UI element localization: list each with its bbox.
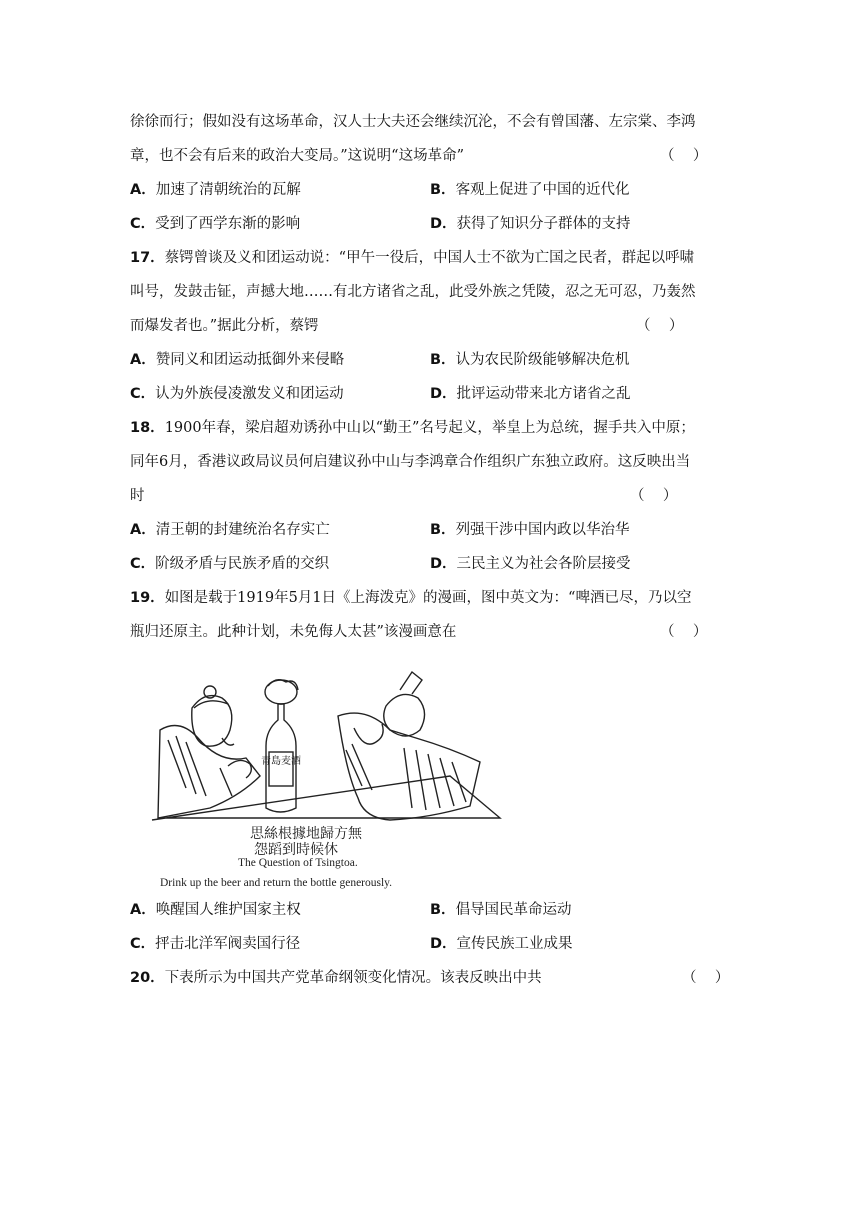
q16-answer-blank: （ ） [660, 148, 708, 164]
q18-stem-line-1: 18．1900年春，梁启超劝诱孙中山以“勤王”名号起义，举皇上为总统，握手共入中原； [130, 420, 695, 436]
q18-number: 18． [130, 420, 165, 436]
q20-number: 20． [130, 970, 165, 986]
cartoon-chinese-caption-1: 思絲根據地歸方無 [250, 826, 362, 842]
q16-option-d[interactable]: D．获得了知识分子群体的支持 [430, 216, 631, 232]
q19-option-a[interactable]: A．唤醒国人维护国家主权 [130, 902, 301, 918]
q16-option-c[interactable]: C．受到了西学东渐的影响 [130, 216, 301, 232]
q18-answer-blank: （ ） [630, 488, 678, 504]
q17-number: 17． [130, 250, 165, 266]
q16-stem-line-1: 徐徐而行；假如没有这场革命，汉人士大夫还会继续沉沦，不会有曾国藩、左宗棠、李鸿 [130, 114, 696, 130]
q17-stem-line-3: 而爆发者也。”据此分析，蔡锷 [130, 318, 319, 334]
q17-option-b[interactable]: B．认为农民阶级能够解决危机 [430, 352, 630, 368]
q17-stem-line-1: 17．蔡锷曾谈及义和团运动说：“甲午一役后，中国人士不欲为亡国之民者，群起以呼啸 [130, 250, 695, 266]
cartoon-english-caption-2: Drink up the beer and return the bottle generously. [160, 877, 393, 889]
q17-option-d[interactable]: D．批评运动带来北方诸省之乱 [430, 386, 631, 402]
cartoon-english-caption-1: The Question of Tsingtoa. [238, 857, 358, 869]
q19-option-b[interactable]: B．倡导国民革命运动 [430, 902, 572, 918]
q18-stem-line-3: 时 [130, 488, 145, 504]
q19-stem-line-1: 19．如图是载于1919年5月1日《上海泼克》的漫画，图中英文为：“啤酒已尽，乃以空 [130, 590, 692, 606]
bottle-label-top: 青島麦酒 [261, 756, 301, 767]
q18-option-d[interactable]: D．三民主义为社会各阶层接受 [430, 556, 631, 572]
q16-option-a[interactable]: A．加速了清朝统治的瓦解 [130, 182, 301, 198]
beer-bottle-cartoon [150, 668, 502, 890]
cartoon-chinese-caption-2: 怨蹈到時候休 [254, 842, 338, 858]
q16-option-b[interactable]: B．客观上促进了中国的近代化 [430, 182, 630, 198]
q18-option-a[interactable]: A．清王朝的封建统治名存实亡 [130, 522, 330, 538]
q18-stem-line-2: 同年6月，香港议政局议员何启建议孙中山与李鸿章合作组织广东独立政府。这反映出当 [130, 454, 691, 470]
q19-option-c[interactable]: C．抨击北洋军阀卖国行径 [130, 936, 301, 952]
q17-stem-line-2: 叫号，发鼓击钲，声撼大地……有北方诸省之乱，此受外族之凭陵，忍之无可忍，乃轰然 [130, 284, 696, 300]
q18-option-b[interactable]: B．列强干涉中国内政以华治华 [430, 522, 630, 538]
q17-option-a[interactable]: A．赞同义和团运动抵御外来侵略 [130, 352, 345, 368]
q17-answer-blank: （ ） [636, 318, 684, 334]
q20-stem-line-1: 20．下表所示为中国共产党革命纲领变化情况。该表反映出中共 [130, 970, 542, 986]
q17-option-c[interactable]: C．认为外族侵凌激发义和团运动 [130, 386, 344, 402]
q19-option-d[interactable]: D．宣传民族工业成果 [430, 936, 573, 952]
q19-stem-line-2: 瓶归还原主。此种计划，未免侮人太甚”该漫画意在 [130, 624, 457, 640]
q19-number: 19． [130, 590, 165, 606]
q19-answer-blank: （ ） [660, 624, 708, 640]
q16-stem-line-2: 章，也不会有后来的政治大变局。”这说明“这场革命” [130, 148, 464, 164]
q20-answer-blank: （ ） [682, 970, 730, 986]
q18-option-c[interactable]: C．阶级矛盾与民族矛盾的交织 [130, 556, 330, 572]
